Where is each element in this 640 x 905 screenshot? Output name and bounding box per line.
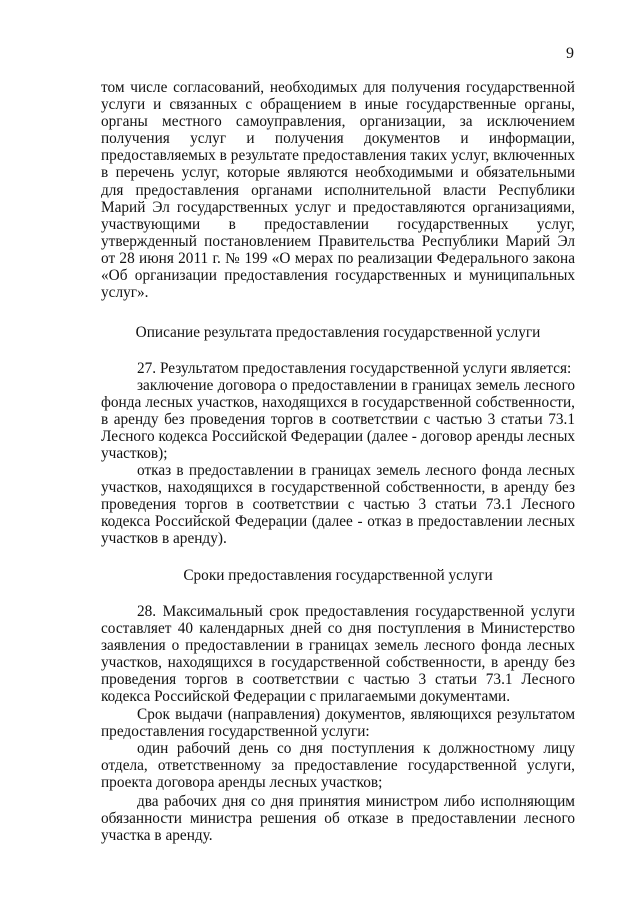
section-heading-result: Описание результата предоставления государственной услуги xyxy=(135,324,541,341)
item-27-result-contract: заключение договора о предоставлении в границах земель лесного фонда лесных участков, находящихся в государственной собственности, в аренду без проведения торгов в соответствии с частью 3 статьи 73.1 Лесного кодекса Российской Федерации (далее - договор аренды лесных участков); xyxy=(101,377,575,463)
term-refusal-paragraph: два рабочих дня со дня принятия министром либо исполняющим обязанности министра решения об отказе в предоставлении лесного участка в аренду. xyxy=(101,793,575,845)
item-28-paragraph: 28. Максимальный срок предоставления государственной услуги составляет 40 календарных дней со дня поступления в Министерство заявления о предоставлении в границах земель лесного фонда лесных участков, находящихся в государственной собственности, в аренду без проведения торгов в соответствии с частью 3 статьи 73.1 Лесного кодекса Российской Федерации с прилагаемыми документами. xyxy=(101,603,575,706)
section-heading-terms: Сроки предоставления государственной услуги xyxy=(183,567,493,584)
issue-term-paragraph: Срок выдачи (направления) документов, являющихся результатом предоставления государственной услуги: xyxy=(101,706,575,741)
item-27-result-refusal: отказ в предоставлении в границах земель лесного фонда лесных участков, находящихся в государственной собственности, в аренду без проведения торгов в соответствии с частью 3 статьи 73.1 Лесного кодекса Российской Федерации (далее - отказ в предоставлении лесных участков в аренду). xyxy=(101,462,575,548)
item-27-intro: 27. Результатом предоставления государственной услуги является: xyxy=(137,360,572,377)
term-contract-paragraph: один рабочий день со дня поступления к должностному лицу отдела, ответственному за предоставление государственной услуги, проекта договора аренды лесных участков; xyxy=(101,740,575,792)
continuation-paragraph: том числе согласований, необходимых для получения государственной услуги и связанных с обращением в иные государственные органы, органы местного самоуправления, организации, за исключением получения услуг и получения документов и информации, предоставляемых в результате предоставления таких услуг, включенных в перечень услуг, которые являются необходимыми и обязательными для предоставления органами исполнительной власти Республики Марий Эл государственных услуг и предоставляются организациями, участвующими в предоставлении государственных услуг, утвержденный постановлением Правительства Республики Марий Эл от 28 июня 2011 г. № 199 «О мерах по реализации Федерального закона «Об организации предоставления государственных и муниципальных услуг». xyxy=(101,79,575,302)
page-number: 9 xyxy=(566,45,574,62)
